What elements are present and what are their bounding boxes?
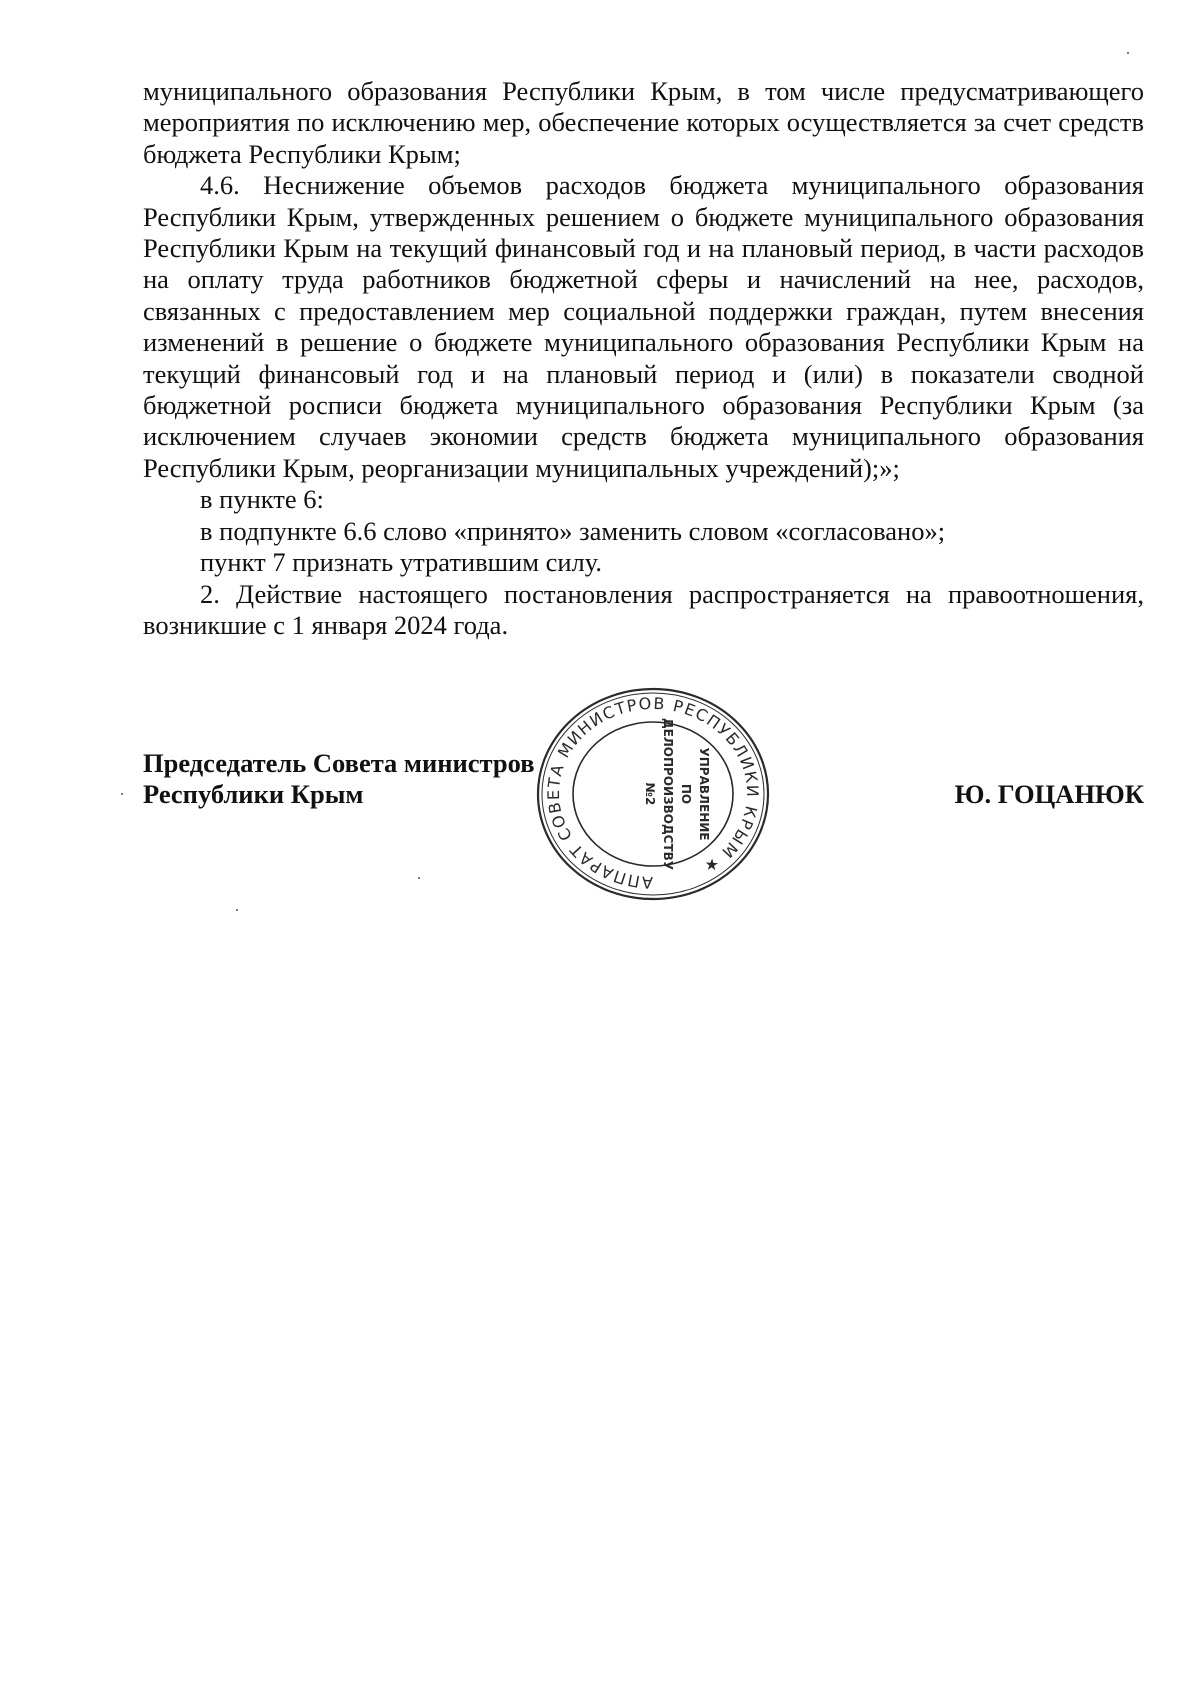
paragraph-clause-2: 2. Действие настоящего постановления распространяется на правоотношения, возникшие с 1 января 2024 года. <box>143 578 1144 640</box>
official-seal-stamp <box>532 683 774 905</box>
seal-inner-line: ПО <box>679 783 693 805</box>
paragraph-continuation: муниципального образования Республики Крым, в том числе предусматривающего мероприятия по исключению мер, обеспечение которых осуществляется за счет средств бюджета Республики Крым; <box>143 76 1144 169</box>
signatory-position-line-1: Председатель Совета министров <box>143 748 535 778</box>
paragraph-point-7: пункт 7 признать утратившим силу. <box>200 547 602 578</box>
seal-inner-text <box>643 718 711 870</box>
scan-speck <box>418 877 420 879</box>
document-body <box>143 76 1144 641</box>
scan-speck <box>236 909 238 911</box>
scan-speck <box>121 793 123 795</box>
paragraph-point-6: в пункте 6: <box>200 484 324 515</box>
signatory-position-line-2: Республики Крым <box>143 779 364 810</box>
paragraph-item-4-6: 4.6. Неснижение объемов расходов бюджета муниципального образования Республики Крым, утвержденных решением о бюджете муниципального образования Республики Крым на текущий финансовый год и на плановый период, в части расходов на оплату труда работников бюджетной сферы и начислений на нее, расходов, связанных с предоставлением мер социальной поддержки граждан, путем внесения изменений в решение о бюджете муниципального образования Республики Крым на текущий финансовый год и на плановый период и (или) в показатели сводной бюджетной росписи бюджета муниципального образования Республики Крым (за исключением случаев экономии средств бюджета муниципального образования Республики Крым, реорганизации муниципальных учреждений);»; <box>143 170 1144 483</box>
seal-outer-text: АППАРАТ СОВЕТА МИНИСТРОВ РЕСПУБЛИКИ КРЫМ ★ <box>543 693 763 893</box>
seal-inner-line: УПРАВЛЕНИЕ <box>697 747 711 841</box>
scan-speck <box>1127 52 1129 54</box>
seal-inner-line: ДЕЛОПРОИЗВОДСТВУ <box>661 717 675 871</box>
seal-inner-line: №2 <box>643 782 657 806</box>
paragraph-subpoint-6-6: в подпункте 6.6 слово «принято» заменить словом «согласовано»; <box>200 515 946 546</box>
signatory-name: Ю. ГОЦАНЮК <box>954 779 1144 810</box>
